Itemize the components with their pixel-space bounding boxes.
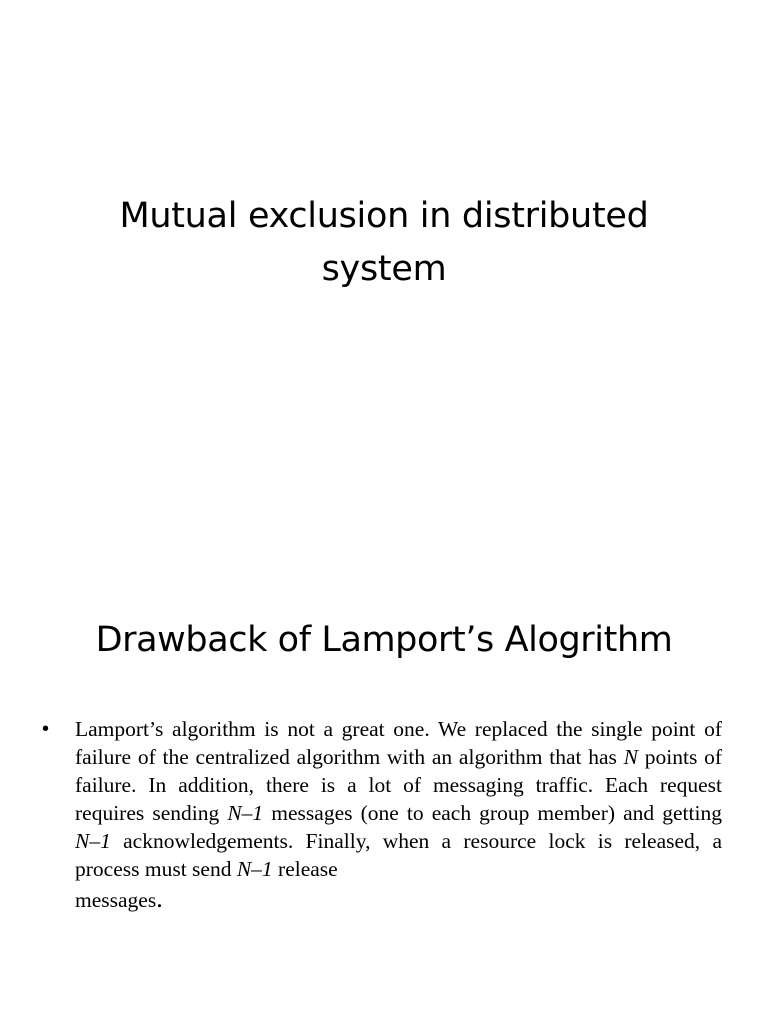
bullet-list	[40, 715, 722, 914]
paragraph-italic-n-minus-1-b: N–1	[75, 829, 111, 853]
paragraph-text-5: release	[272, 857, 338, 881]
paragraph-text-2: points of failure. In addition, there is a lot of messaging traffic. Each request requires sending	[75, 745, 722, 825]
paragraph-last-line	[75, 885, 722, 914]
paragraph-italic-n-minus-1-c: N–1	[236, 857, 273, 881]
paragraph-italic-n: N	[623, 745, 639, 769]
paragraph-text-3: messages (one to each group member) and getting	[263, 801, 722, 825]
paragraph-italic-n-minus-1-a: N–1	[227, 801, 264, 825]
slide-1-title-line-1: Mutual exclusion in distributed	[119, 196, 649, 236]
slide-1-title-line-2: system	[321, 249, 447, 289]
slide-1-title	[40, 190, 728, 296]
paragraph-text-1: Lamport’s algorithm is not a great one. We replaced the single point of failure of the centralized algorithm with an algorithm that has	[75, 717, 722, 769]
bullet-icon: •	[42, 718, 50, 740]
slide-drawback	[0, 512, 768, 1024]
paragraph-text-4: acknowledgements. Finally, when a resource lock is released, a process must send	[75, 829, 722, 881]
slide-2-title: Drawback of Lamport’s Alogrithm	[95, 620, 673, 660]
paragraph-period: .	[156, 884, 163, 913]
paragraph-text-6: messages	[75, 888, 157, 912]
bullet-item	[40, 715, 722, 914]
